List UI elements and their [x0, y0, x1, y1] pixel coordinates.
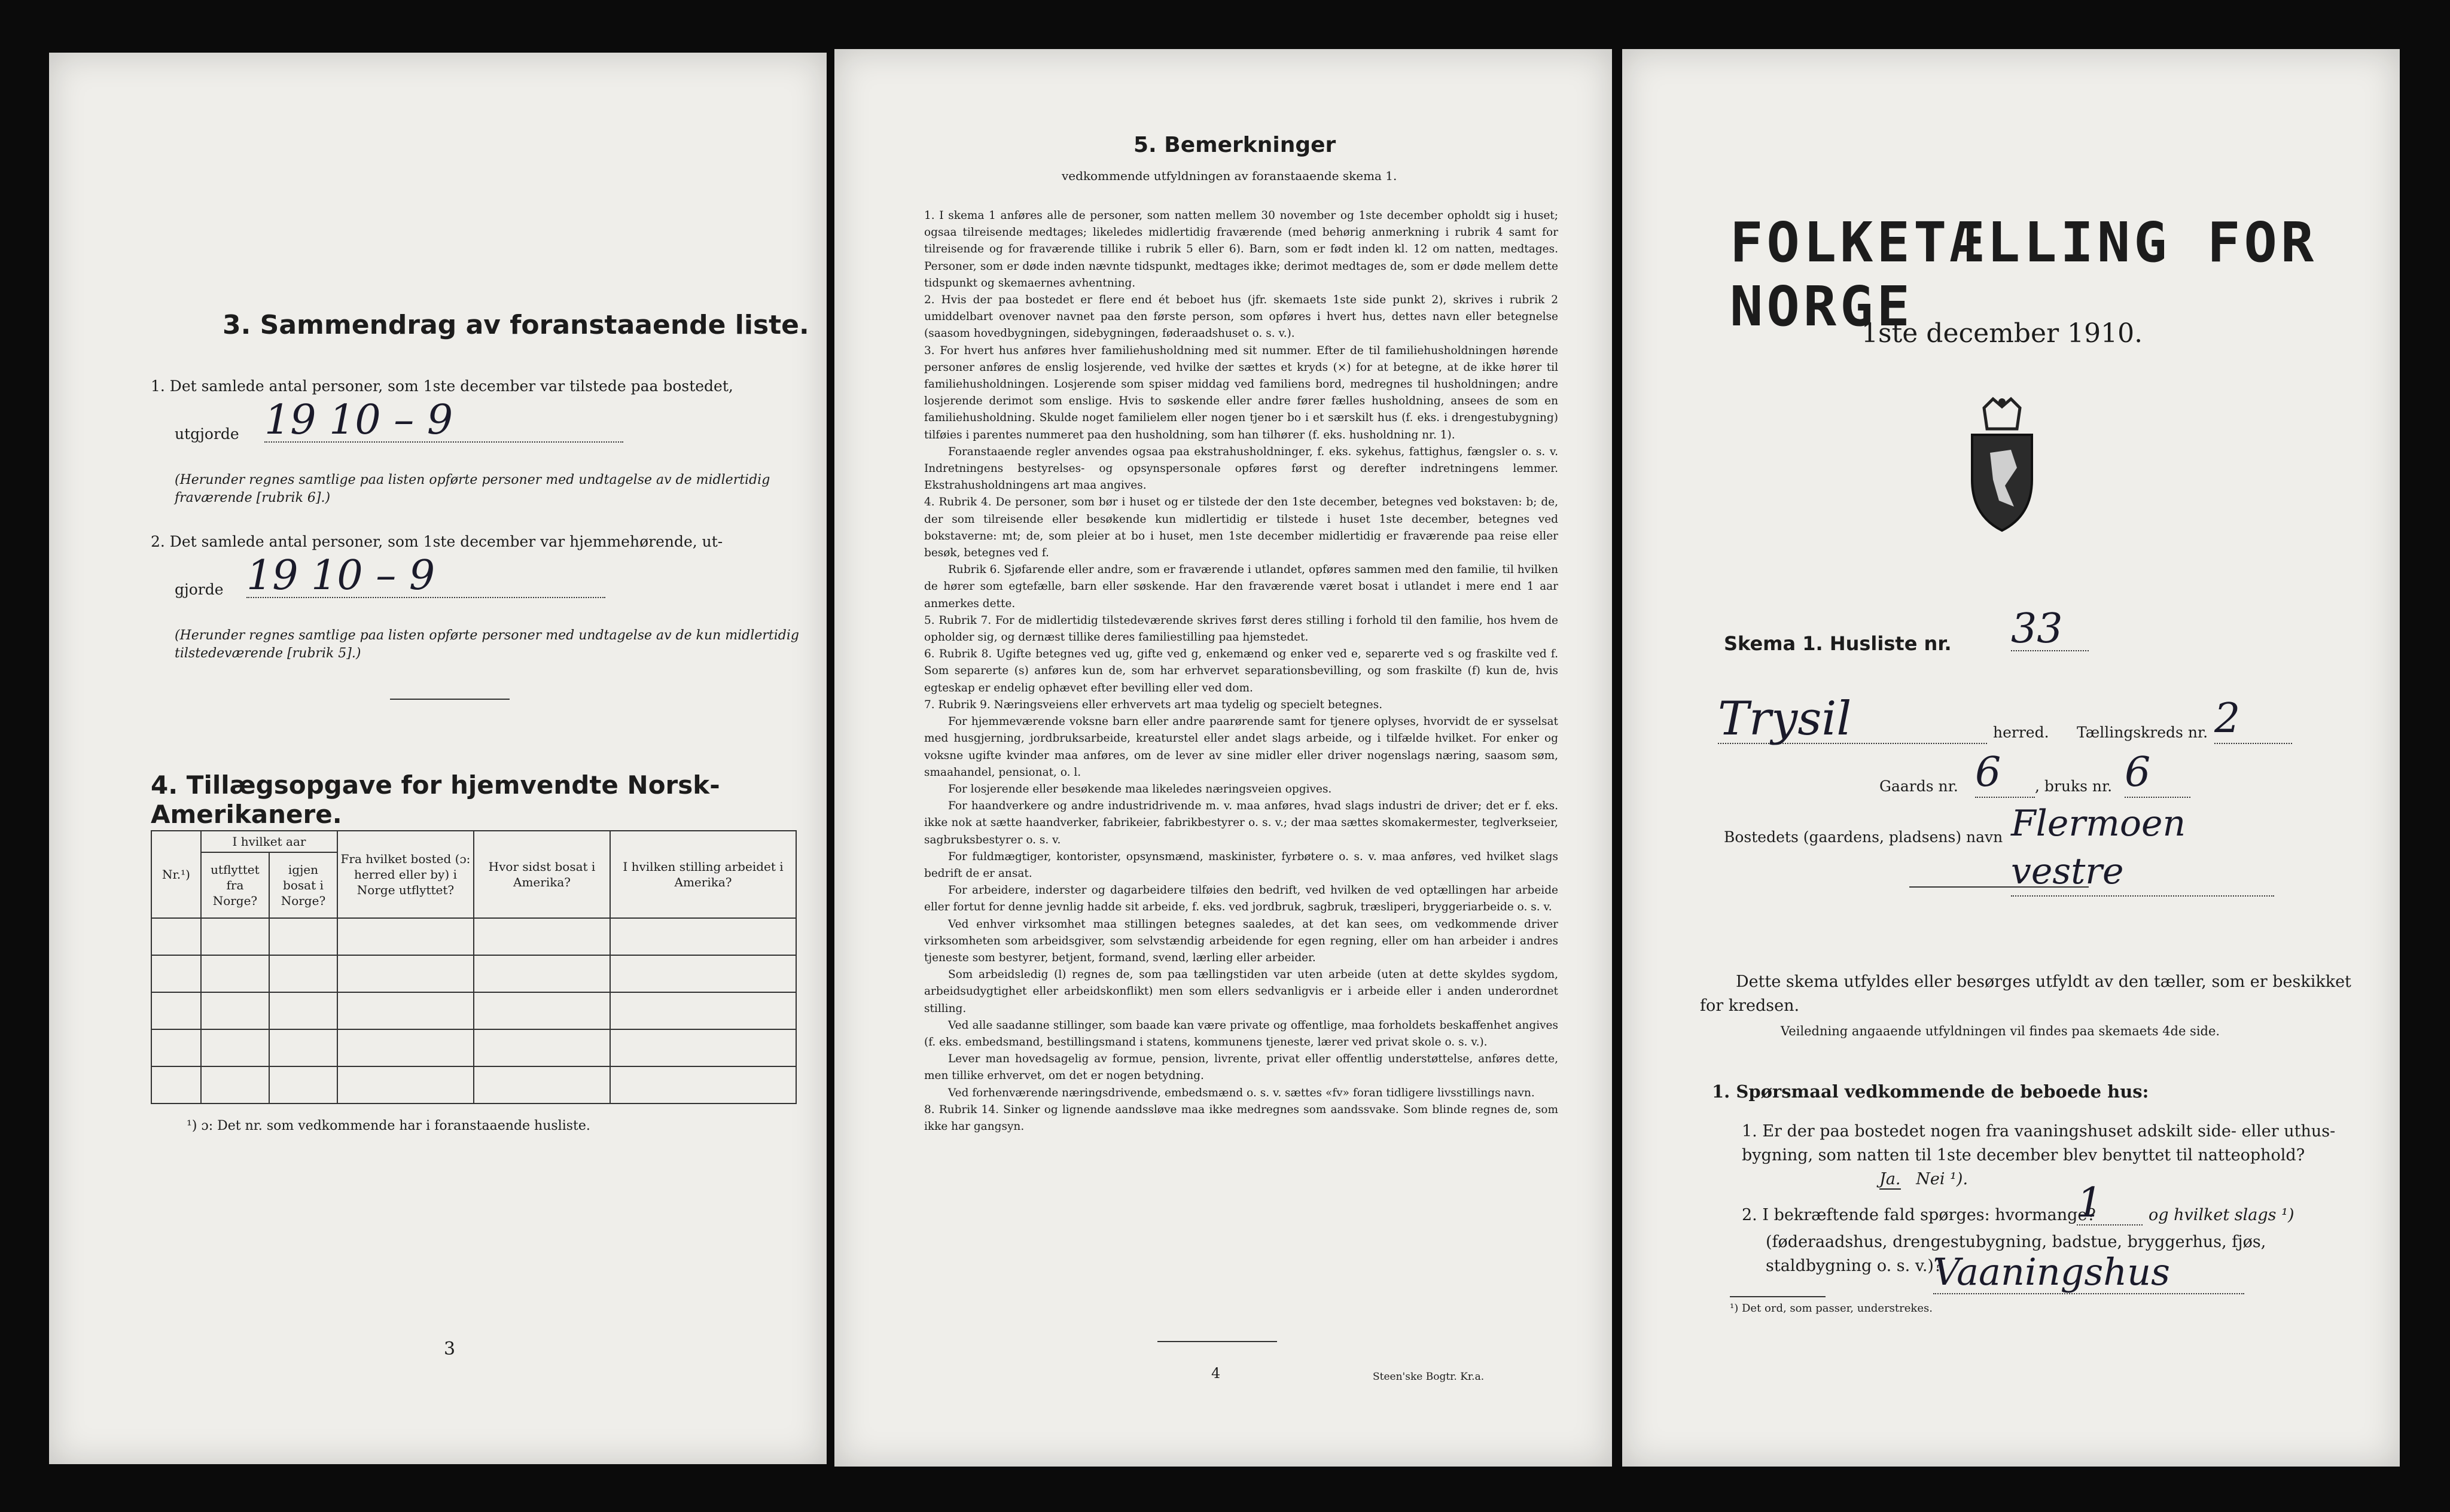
col-sidst-bosat: Hvor sidst bosat i Amerika?	[474, 831, 610, 918]
table-row	[151, 1066, 796, 1103]
divider	[390, 699, 510, 700]
table-row	[151, 992, 796, 1029]
gaards-label: Gaards nr.	[1879, 778, 1958, 795]
herred-value: Trysil	[1718, 695, 1987, 744]
remark-item: Lever man hovedsagelig av formue, pension, livrente, privat eller offentlig understøttelse, anføres dette, men tillike erhvervet, om det er nogen betydning.	[924, 1053, 1558, 1083]
remark-item: 5. Rubrik 7. For de midlertidig tilstedeværende skrives først deres stilling i forhold til den familie, hos hvem de opholder sig, og dernæst tillike deres familiestilling paa hjemstedet.	[924, 614, 1558, 644]
remark-item: Ved forhenværende næringsdrivende, embedsmænd o. s. v. sættes «fv» foran tidligere livsstillings navn.	[948, 1086, 1535, 1099]
page-middle	[834, 49, 1612, 1467]
q1-note: (Herunder regnes samtlige paa listen opførte personer med undtagelse av de midlertidig fraværende [rubrik 6].)	[175, 472, 770, 505]
q2-count: 1	[2077, 1182, 2143, 1226]
q2-handwritten-value: 19 10 – 9	[246, 555, 605, 598]
kreds-label: Tællingskreds nr.	[2077, 724, 2208, 741]
q1-nei: Nei ¹).	[1916, 1170, 1968, 1188]
table-row	[151, 1029, 796, 1066]
q1-answer	[1879, 1167, 1968, 1191]
page-number-4: 4	[1211, 1365, 1221, 1382]
remark-item: For losjerende eller besøkende maa likeledes næringsveien opgives.	[948, 782, 1332, 795]
section-1-title: 1. Spørsmaal vedkommende de beboede hus:	[1712, 1081, 2149, 1102]
page-left	[49, 53, 827, 1464]
remark-item: 6. Rubrik 8. Ugifte betegnes ved ug, gifte ved g, enkemænd og enker ved e, separerte ved s og fraskilte ved f. Som separerte (s) anføres kun de, som har erhvervet separationsbevilling, og som fraskilte (f) kun de, hvis egteskap er endelig ophævet efter bevilling eller ved dom.	[924, 648, 1558, 694]
remark-item: 2. Hvis der paa bostedet er flere end ét beboet hus (jfr. skemaets 1ste side punkt 2), skrives i rubrik 2 umiddelbart ovenover navnet paa den første person, som opføres i hvert hus, dettes navn eller betegnelse (saasom hovedbygningen, sidebygningen, føderaadshuset o. s. v.).	[924, 294, 1558, 340]
husliste-nr-value: 33	[2011, 608, 2089, 651]
page-right	[1622, 49, 2400, 1467]
remarks-title: 5. Bemerkninger	[1133, 133, 1336, 157]
q1-utgjorde-label: utgjorde	[175, 425, 239, 443]
remark-item: For arbeidere, inderster og dagarbeidere tilføies den bedrift, ved hvilken de ved optællingen har arbeide eller fortut for denne jevnlig hadde sit arbeide, f. eks. ved jordbruk, sagbruk, træsliperi, bryggeriarbeide o. s. v.	[924, 884, 1558, 914]
page-number-3: 3	[444, 1339, 456, 1359]
remark-item: For hjemmeværende voksne barn eller andre paarørende samt for tjenere oplyses, hvorvidt de er sysselsat med husgjerning, jordbruksarbeide, kreaturstel eller andet slags arbeide, og i tilfælde hvilket. For enker og voksne ugifte kvinder maa anføres, om de lever av sine midler eller driver nogenslags næring, saasom søm, smaahandel, pensionat, o. l.	[924, 715, 1558, 779]
bosted-label: Bostedets (gaardens, pladsens) navn	[1724, 828, 2003, 846]
section-3-title: 3. Sammendrag av foranstaaende liste.	[223, 310, 809, 340]
q1-text: 1. Det samlede antal personer, som 1ste december var tilstede paa bostedet,	[151, 377, 733, 395]
col-nr: Nr.¹)	[151, 831, 201, 918]
table-row	[151, 918, 796, 955]
remark-item: 4. Rubrik 4. De personer, som bør i huset og er tilstede der den 1ste december, betegnes ved bokstaven: b; de, der som tilreisende eller besøkende kun midlertidig er tilstede i huset 1ste december, betegnes ved bokstaverne: mt; de, som pleier at bo i huset, men 1ste december midlertidig er fraværende paa reise eller besøk, betegnes ved f.	[924, 496, 1558, 560]
herred-label: herred.	[1993, 724, 2049, 741]
instruction: Dette skema utfyldes eller besørges utfyldt av den tæller, som er beskikket for kredsen.	[1700, 973, 2351, 1015]
remark-item: 1. I skema 1 anføres alle de personer, som natten mellem 30 november og 1ste december opholdt sig i huset; ogsaa tilreisende medtages; likeledes midlertidig fraværende (med behørig anmerkning i rubrik 4 samt for tilreisende og for fraværende tillike i rubrik 5 eller 6). Barn, som er født inden kl. 12 om natten, medtages. Personer, som er døde inden nævnte tidspunkt, medtages ikke; derimot medtages de, som er døde mellem dette tidspunkt og skemaernes avhentning.	[924, 209, 1558, 289]
q2-houses: 2. I bekræftende fald spørges: hvormange?	[1742, 1206, 2096, 1224]
q2-text: 2. Det samlede antal personer, som 1ste december var hjemmehørende, ut-	[151, 533, 723, 550]
table-footnote: ¹) ɔ: Det nr. som vedkommende har i foranstaaende husliste.	[187, 1118, 590, 1133]
form-date: 1ste december 1910.	[1861, 318, 2143, 349]
page3-footnote: ¹) Det ord, som passer, understrekes.	[1730, 1302, 1933, 1315]
q2-gjorde-label: gjorde	[175, 581, 224, 598]
printer-mark: Steen'ske Bogtr. Kr.a.	[1373, 1371, 1485, 1383]
remark-item: Rubrik 6. Sjøfarende eller andre, som er fraværende i utlandet, opføres sammen med den familie, til hvilken de hører som egtefælle, barn eller søskende. Har den fraværende været bosat i utlandet i mere end 1 aar anmerkes dette.	[924, 563, 1558, 610]
table-row	[151, 955, 796, 992]
section-4-title: 4. Tillægsopgave for hjemvendte Norsk-Amerikanere.	[151, 770, 720, 829]
gaards-value: 6	[1975, 749, 2035, 798]
bosted-value: Flermoen vestre	[2011, 800, 2274, 897]
q1-ja: Ja.	[1879, 1170, 1901, 1188]
divider	[1730, 1296, 1826, 1297]
kreds-value: 2	[2214, 695, 2292, 744]
remark-item: Ved alle saadanne stillinger, som baade kan være private og offentlige, maa forholdets beskaffenhet angives (f. eks. embedsmand, bestillingsmand i statens, kommunens tjeneste, lærer ved privat skole o. s. v.).	[924, 1019, 1558, 1048]
form-title: FOLKETÆLLING FOR NORGE	[1730, 211, 2318, 339]
norsk-amerikanere-table	[151, 830, 797, 1104]
col-igjen: igjen bosat i Norge?	[269, 852, 337, 918]
remark-item: 7. Rubrik 9. Næringsveiens eller erhvervets art maa tydelig og specielt betegnes.	[924, 698, 1383, 711]
remark-item: Foranstaaende regler anvendes ogsaa paa ekstrahusholdninger, f. eks. sykehus, fattighus, fængsler o. s. v. Indretningens bestyrelses- og opsynspersonale opføres først og derefter indretningens lemmer. Ekstrahusholdningens art maa angives.	[924, 445, 1558, 492]
skema-label: Skema 1. Husliste nr.	[1724, 632, 1952, 655]
remark-item: For fuldmægtiger, kontorister, opsynsmænd, maskinister, fyrbøtere o. s. v. maa anføres, ved hvilket slags bedrift de er ansat.	[924, 850, 1558, 880]
divider	[1909, 886, 2089, 888]
remark-item: For haandverkere og andre industridrivende m. v. maa anføres, hvad slags industri de driver; det er f. eks. ikke nok at sætte haandverker, fabrikeier, fabrikbestyrer o. s. v.; der maa sættes skomakermester, teglverkseier, sagbruksbestyrer o. s. v.	[924, 800, 1558, 846]
remarks-subtitle: vedkommende utfyldningen av foranstaaende skema 1.	[1062, 169, 1397, 183]
remarks-list	[924, 208, 1558, 1135]
bruks-label: , bruks nr.	[2035, 778, 2113, 795]
q2-kind-label: og hvilket slags ¹)	[2149, 1206, 2294, 1224]
q1-houses: 1. Er der paa bostedet nogen fra vaaningshuset adskilt side- eller uthus-bygning, som natten til 1ste december blev benyttet til natteophold?	[1742, 1122, 2336, 1165]
instruction-note: Veiledning angaaende utfyldningen vil findes paa skemaets 4de side.	[1781, 1024, 2220, 1038]
col-fra-bosted: Fra hvilket bosted (ɔ: herred eller by) i Norge utflyttet?	[337, 831, 474, 918]
bruks-value: 6	[2125, 749, 2190, 798]
divider	[1157, 1341, 1277, 1342]
remark-item: Som arbeidsledig (l) regnes de, som paa tællingstiden var uten arbeide (uten at dette skyldes sygdom, arbeidsudygtighet eller arbeidskonflikt) men som ellers sedvanligvis er i arbeide eller i anden underordnet stilling.	[924, 968, 1558, 1015]
q2-examples: (føderaadshus, drengestubygning, badstue, bryggerhus, fjøs, staldbygning o. s. v.)?	[1766, 1233, 2266, 1275]
col-utflyttet: utflyttet fra Norge?	[201, 852, 269, 918]
q2-note: (Herunder regnes samtlige paa listen opførte personer med undtagelse av de kun midlertidig tilstedeværende [rubrik 5].)	[175, 628, 799, 661]
remark-item: Ved enhver virksomhet maa stillingen betegnes saaledes, at det kan sees, om vedkommende driver virksomheten som arbeidsgiver, som selvstændig arbeidende for egen regning, eller om han arbeider i andres tjeneste som bestyrer, betjent, formand, svend, lærling eller arbeider.	[924, 917, 1558, 964]
coat-of-arms-icon	[1957, 396, 2047, 534]
q2-handwritten-value: Vaaningshus	[1933, 1251, 2244, 1294]
remark-item: 8. Rubrik 14. Sinker og lignende aandssløve maa ikke medregnes som aandssvake. Som blinde regnes de, som ikke har gangsyn.	[924, 1103, 1558, 1133]
remark-item: 3. For hvert hus anføres hver familiehusholdning med sit nummer. Efter de til familiehusholdningen hørende personer anføres de enslig losjerende, ved hvilke der sættes et kryds (×) for at betegne, at de ikke hører til familiehusholdningen. Losjerende som spiser middag ved familiens bord, medregnes til husholdningen; andre losjerende derimot som enslige. Hvis to søskende eller andre fører fælles husholdning, ansees de som en familiehusholdning. Skulde noget familielem eller nogen tjener bo i et særskilt hus (f. eks. i drengestubygning) tilføies i parentes nummeret paa den husholdning, som han tilhører (f. eks. husholdning nr. 1).	[924, 344, 1558, 441]
col-group-aar: I hvilket aar	[201, 831, 337, 852]
q1-handwritten-value: 19 10 – 9	[264, 400, 623, 443]
col-stilling: I hvilken stilling arbeidet i Amerika?	[610, 831, 796, 918]
